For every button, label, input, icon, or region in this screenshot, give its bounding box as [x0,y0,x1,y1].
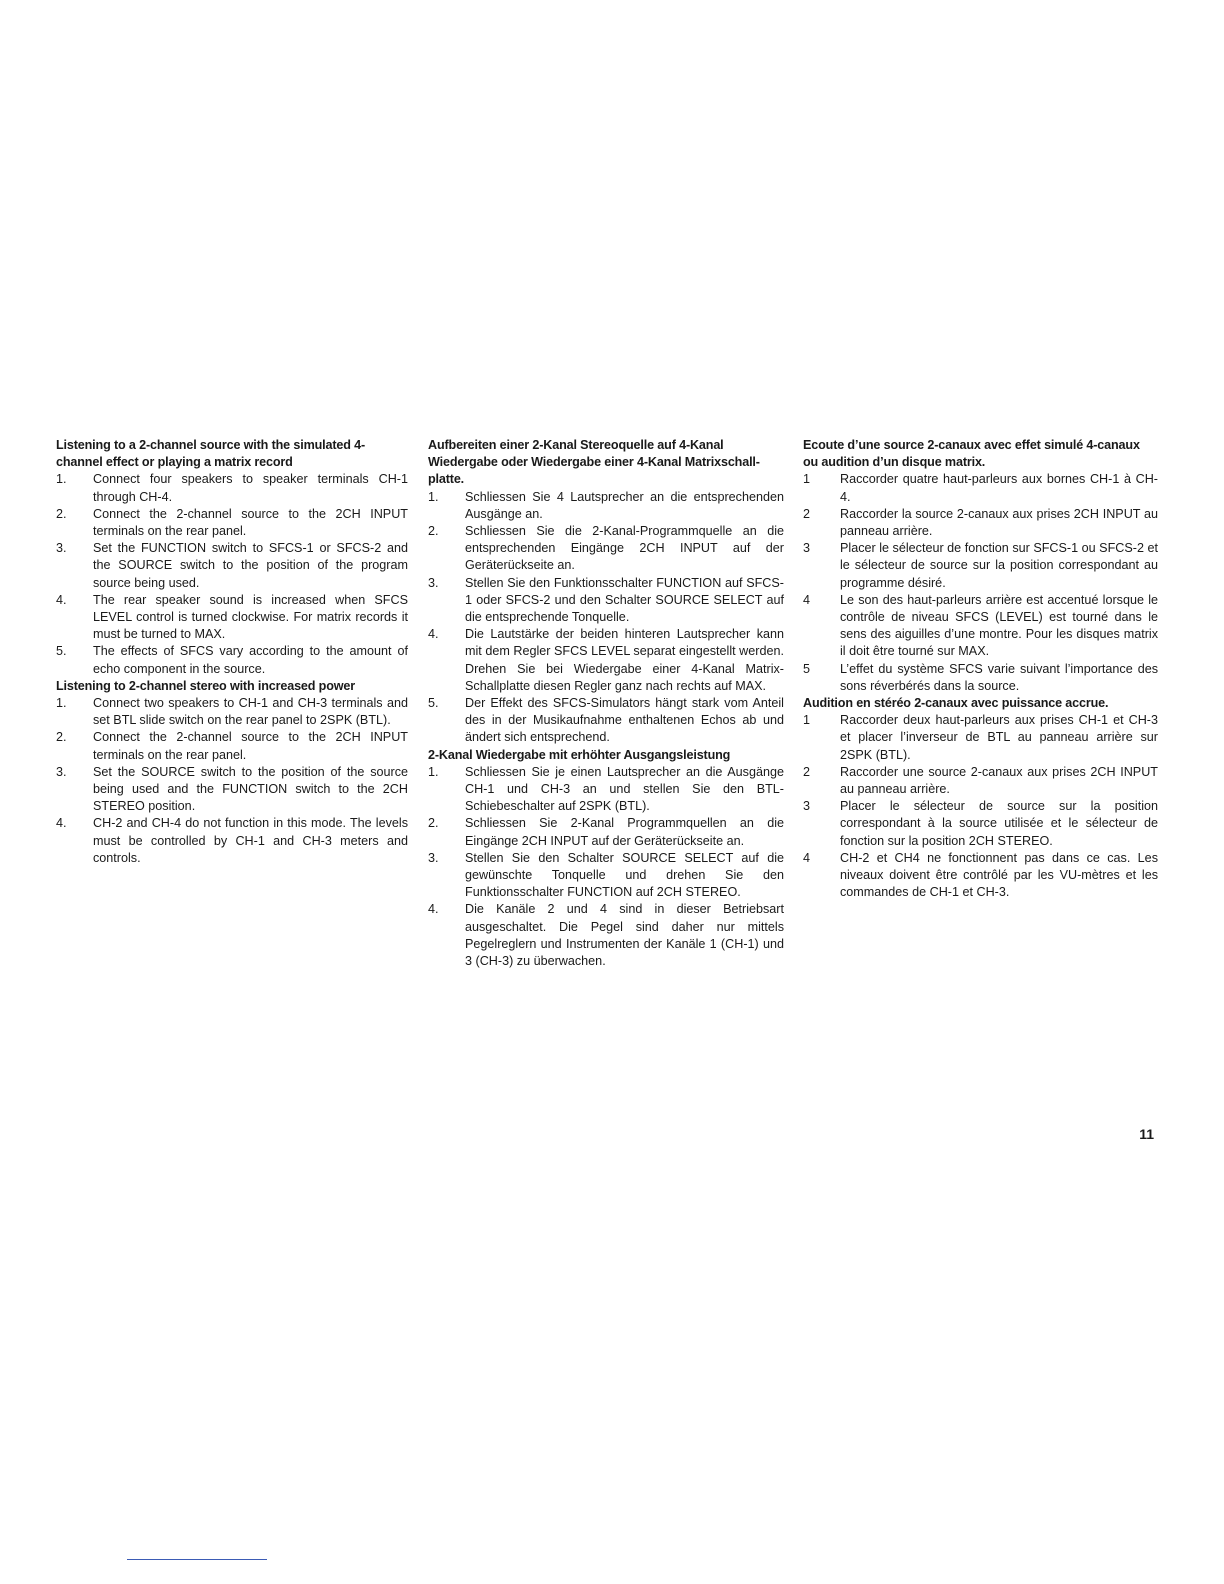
step-text: Schliessen Sie 4 Lautsprecher an die entsprechenden Ausgänge an. [465,489,784,521]
list-item [56,471,408,505]
step-number: 2. [56,730,67,745]
step-number: 3. [56,764,67,779]
step-list [428,489,784,747]
section-heading: Ecoute d’une source 2-canaux avec effet simulé 4-canaux ou audition d’un disque matrix. [803,438,1140,470]
list-item [803,471,1158,505]
step-text: Die Kanäle 2 und 4 sind in dieser Betriebsart ausgeschaltet. Die Pegel sind daher nur mittels Pegelreglern und Instrumenten der Kanäle 1 (CH-1) und 3 (CH-3) zu überwachen. [465,902,784,969]
list-item [56,540,408,592]
step-text: Raccorder quatre haut-parleurs aux bornes CH-1 à CH-4. [840,472,1158,504]
step-number: 5. [428,696,439,711]
list-item [428,901,784,970]
step-list [56,471,408,677]
step-number: 2 [803,506,811,521]
step-text: Stellen Sie den Funktionsschalter FUNCTION auf SFCS-1 oder SFCS-2 und den Schalter SOURCE SELECT auf die entsprechende Tonquelle. [465,575,784,625]
step-list [56,695,408,867]
list-item [803,506,1158,540]
step-text: Raccorder deux haut-parleurs aux prises CH-1 et CH-3 et placer l’inverseur de BTL au panneau arrière sur 2SPK (BTL). [840,713,1158,762]
list-item [803,850,1158,902]
list-item [56,764,408,816]
step-text: Set the FUNCTION switch to SFCS-1 or SFCS-2 and the SOURCE switch to the position of the program source being used. [93,541,408,590]
list-item [56,643,408,677]
list-item [428,815,784,849]
step-text: Connect the 2-channel source to the 2CH INPUT terminals on the rear panel. [93,506,408,539]
step-number: 1. [56,472,67,487]
step-number: 3 [803,799,811,814]
step-number: 3. [428,575,439,590]
step-number: 2. [428,816,439,831]
step-text: Stellen Sie den Schalter SOURCE SELECT auf die gewünschte Tonquelle und drehen Sie den Funktionsschalter FUNCTION auf 2CH STEREO. [465,850,784,900]
step-text: CH-2 et CH4 ne fonctionnent pas dans ce cas. Les niveaux doivent être contrôlé par les VU-mètres et les commandes de CH-1 et CH-3. [840,850,1158,900]
step-text: Schliessen Sie die 2-Kanal-Programmquelle an die entsprechenden Eingänge 2CH INPUT auf der Geräterückseite an. [465,524,784,573]
list-item [56,592,408,644]
french-column [803,437,1158,901]
step-text: Schliessen Sie je einen Lautsprecher an die Ausgänge CH-1 und CH-3 an und stellen Sie den BTL-Schiebeschalter auf 2SPK (BTL). [465,764,784,814]
step-number: 5. [56,644,67,659]
step-number: 1. [428,764,439,779]
step-number: 4. [428,902,439,917]
list-item [803,592,1158,661]
list-item [56,695,408,729]
list-item [428,575,784,627]
step-number: 2. [56,506,67,521]
section-heading: Audition en stéréo 2-canaux avec puissance accrue. [803,696,1109,711]
step-list [428,764,784,970]
footnote-divider [127,1559,267,1560]
page-number: 11 [1139,1126,1154,1142]
step-number: 1 [803,713,811,728]
step-text: CH-2 and CH-4 do not function in this mode. The levels must be controlled by CH-1 and CH-3 meters and controls. [93,816,408,865]
step-text: Le son des haut-parleurs arrière est accentué lorsque le contrôle de niveau SFCS (LEVEL) est tourné dans le sens des aiguilles d’une montre. Pour les disques matrix il doit être tourné sur MAX. [840,592,1158,659]
step-text: Connect two speakers to CH-1 and CH-3 terminals and set BTL slide switch on the rear panel to 2SPK (BTL). [93,696,408,728]
step-text: L’effet du système SFCS varie suivant l’importance des sons réverbérés dans la source. [840,661,1158,693]
list-item [56,815,408,867]
list-item [803,764,1158,798]
list-item [428,850,784,902]
section-heading: Listening to a 2-channel source with the simulated 4-channel effect or playing a matrix record [56,438,366,470]
list-item [428,489,784,523]
step-text: Placer le sélecteur de fonction sur SFCS-1 ou SFCS-2 et le sélecteur de source sur la position correspondant au programme désiré. [840,541,1158,590]
step-number: 2. [428,524,439,539]
step-text: The effects of SFCS vary according to the amount of echo component in the source. [93,644,408,676]
step-number: 1. [428,489,439,504]
step-text: Connect four speakers to speaker terminals CH-1 through CH-4. [93,472,408,504]
step-number: 4. [56,816,67,831]
section-heading: Aufbereiten einer 2-Kanal Stereoquelle auf 4-Kanal Wiedergabe oder Wiedergabe einer 4-Kanal Matrixschall-platte. [428,438,760,487]
section-heading: 2-Kanal Wiedergabe mit erhöhter Ausgangsleistung [428,747,731,762]
step-text: Raccorder une source 2-canaux aux prises 2CH INPUT au panneau arrière. [840,764,1158,797]
step-number: 5 [803,661,811,676]
list-item [428,523,784,575]
step-text: Raccorder la source 2-canaux aux prises 2CH INPUT au panneau arrière. [840,506,1158,539]
step-number: 1 [803,472,811,487]
step-text: Der Effekt des SFCS-Simulators hängt stark vom Anteil des in der Musikaufnahme enthaltenen Echos ab und ändert sich entsprechend. [465,696,784,745]
section-heading: Listening to 2-channel stereo with increased power [56,678,356,693]
step-text: Schliessen Sie 2-Kanal Programmquellen an die Eingänge 2CH INPUT auf der Geräterückseite an. [465,816,784,848]
step-text: Connect the 2-channel source to the 2CH INPUT terminals on the rear panel. [93,730,408,762]
step-number: 2 [803,764,811,779]
list-item [803,798,1158,850]
list-item [803,540,1158,592]
step-number: 1. [56,696,67,711]
step-text: Die Lautstärke der beiden hinteren Lautsprecher kann mit dem Regler SFCS LEVEL separat eingestellt werden. Drehen Sie bei Wiedergabe einer 4-Kanal Matrix-Schallplatte diesen Regler ganz nach rechts auf MAX. [465,627,784,693]
step-list [803,712,1158,901]
step-number: 4 [803,850,811,865]
list-item [428,626,784,695]
step-number: 3. [56,541,67,556]
step-number: 4 [803,592,811,607]
list-item [803,712,1158,764]
german-column [428,437,784,970]
list-item [56,506,408,540]
step-text: Set the SOURCE switch to the position of the source being used and the FUNCTION switch to the 2CH STEREO position. [93,764,408,814]
step-number: 4. [428,627,439,642]
step-number: 3 [803,541,811,556]
step-number: 3. [428,850,439,865]
list-item [56,729,408,763]
english-column [56,437,408,867]
step-list [803,471,1158,695]
list-item [803,661,1158,695]
step-text: Placer le sélecteur de source sur la position correspondant à la source utilisée et le sélecteur de fonction sur la position 2CH STEREO. [840,799,1158,848]
step-text: The rear speaker sound is increased when SFCS LEVEL control is turned clockwise. For matrix records it must be turned to MAX. [93,592,408,642]
step-number: 4. [56,592,67,607]
list-item [428,764,784,816]
list-item [428,695,784,747]
